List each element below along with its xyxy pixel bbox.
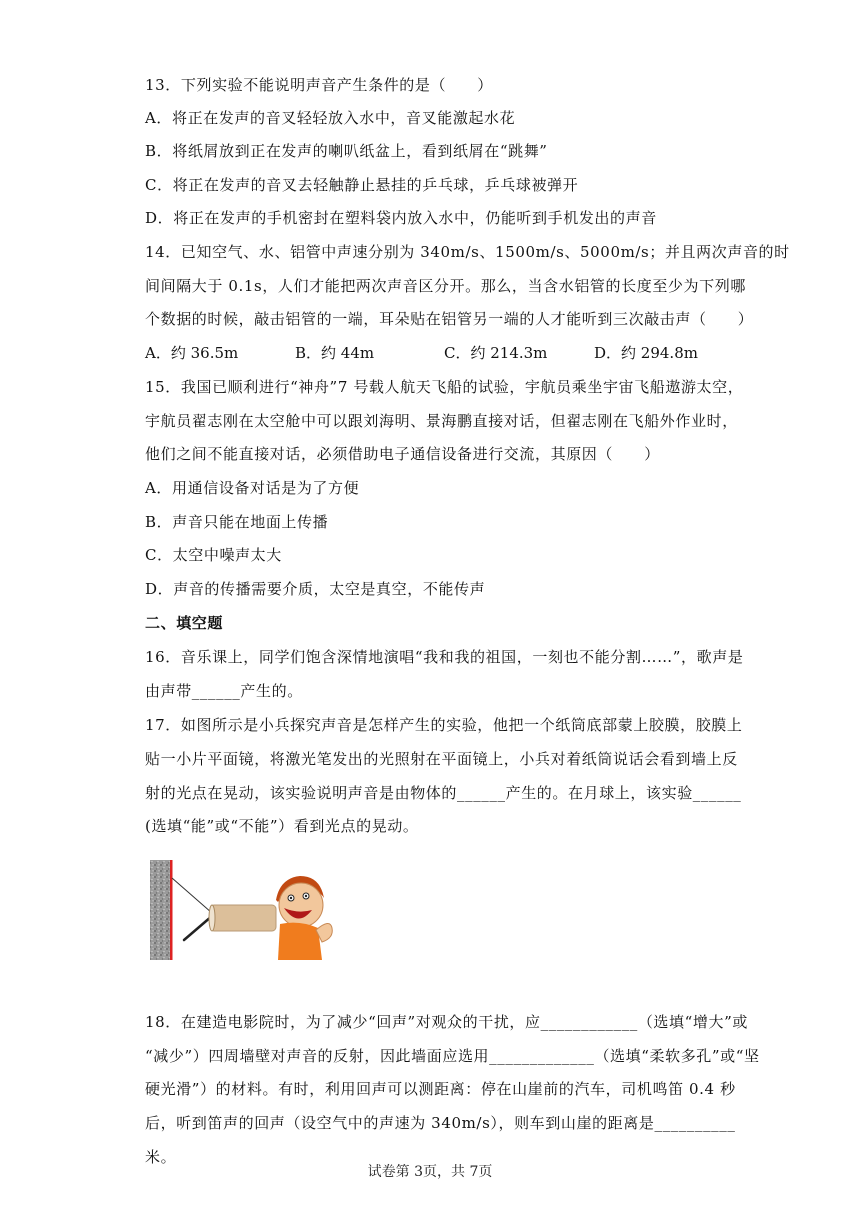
q13-option-b: B．将纸屑放到正在发声的喇叭纸盆上，看到纸屑在“跳舞”: [145, 142, 548, 160]
q13-option-c: C．将正在发声的音叉去轻触静止悬挂的乒乓球，乒乓球被弹开: [145, 176, 579, 194]
q13-option-d: D．将正在发声的手机密封在塑料袋内放入水中，仍能听到手机发出的声音: [145, 209, 657, 227]
laser-pen: [184, 916, 212, 940]
q18-line1: 18．在建造电影院时，为了减少“回声”对观众的干扰，应____________（选填“增大”或: [145, 1013, 748, 1031]
q17-line1: 17．如图所示是小兵探究声音是怎样产生的实验，他把一个纸筒底部蒙上胶膜，胶膜上: [145, 716, 743, 734]
q17-line4: (选填“能”或“不能”）看到光点的晃动。: [145, 817, 419, 835]
q14-option-c: C．约 214.3m: [444, 344, 548, 362]
experiment-figure: [148, 858, 338, 963]
section-heading: 二、填空题: [145, 614, 224, 632]
q17-line2: 贴一小片平面镜，将激光笔发出的光照射在平面镜上，小兵对着纸筒说话会看到墙上反: [145, 750, 738, 768]
tube-membrane: [209, 905, 215, 931]
q15-option-a: A．用通信设备对话是为了方便: [145, 479, 360, 497]
q16-line1: 16．音乐课上，同学们饱含深情地演唱“我和我的祖国，一刻也不能分割……”，歌声是: [145, 648, 744, 666]
laser-beam: [172, 878, 212, 913]
q16-line2: 由声带______产生的。: [145, 682, 303, 700]
q14-stem-line3: 个数据的时候，敲击铝管的一端，耳朵贴在铝管另一端的人才能听到三次敲击声（ ）: [145, 310, 754, 328]
q18-line5: 米。: [145, 1148, 177, 1166]
q13-stem: 13．下列实验不能说明声音产生条件的是（ ）: [145, 76, 493, 94]
q15-option-c: C．太空中噪声太大: [145, 546, 282, 564]
q15-option-d: D．声音的传播需要介质，太空是真空，不能传声: [145, 580, 486, 598]
q15-stem-line2: 宇航员翟志刚在太空舱中可以跟刘海明、景海鹏直接对话，但翟志刚在飞船外作业时，: [145, 412, 738, 430]
q18-line4: 后，听到笛声的回声（设空气中的声速为 340m/s），则车到山崖的距离是__________: [145, 1114, 736, 1132]
wall: [150, 860, 170, 960]
q15-option-b: B．声音只能在地面上传播: [145, 513, 329, 531]
page-footer: 试卷第 3页，共 7页: [367, 1164, 493, 1180]
q15-stem-line3: 他们之间不能直接对话，必须借助电子通信设备进行交流，其原因（ ）: [145, 445, 660, 463]
wall-red-strip: [170, 860, 173, 960]
q18-line3: 硬光滑”）的材料。有时，利用回声可以测距离：停在山崖前的汽车，司机鸣笛 0.4 秒: [145, 1080, 736, 1098]
q14-option-b: B．约 44m: [295, 344, 375, 362]
q14-stem-line1: 14．已知空气、水、铝管中声速分别为 340m/s、1500m/s、5000m/s；并且两次声音的时: [145, 243, 790, 261]
q14-option-a: A．约 36.5m: [145, 344, 239, 362]
paper-tube: [210, 905, 276, 931]
boy-face: [279, 883, 323, 927]
q17-line3: 射的光点在晃动，该实验说明声音是由物体的______产生的。在月球上，该实验______: [145, 784, 742, 802]
q15-stem-line1: 15．我国已顺利进行“神舟”7 号载人航天飞船的试验，宇航员乘坐宇宙飞船遨游太空，: [145, 378, 744, 396]
q14-stem-line2: 间间隔大于 0.1s，人们才能把两次声音区分开。那么，当含水铝管的长度至少为下列哪: [145, 277, 746, 295]
q18-line2: “减少”）四周墙壁对声音的反射，因此墙面应选用_____________（选填“柔软多孔”或“坚: [145, 1047, 760, 1065]
q13-option-a: A．将正在发声的音叉轻轻放入水中，音叉能激起水花: [145, 109, 516, 127]
q14-option-d: D．约 294.8m: [594, 344, 698, 362]
boy-shirt: [278, 923, 322, 960]
